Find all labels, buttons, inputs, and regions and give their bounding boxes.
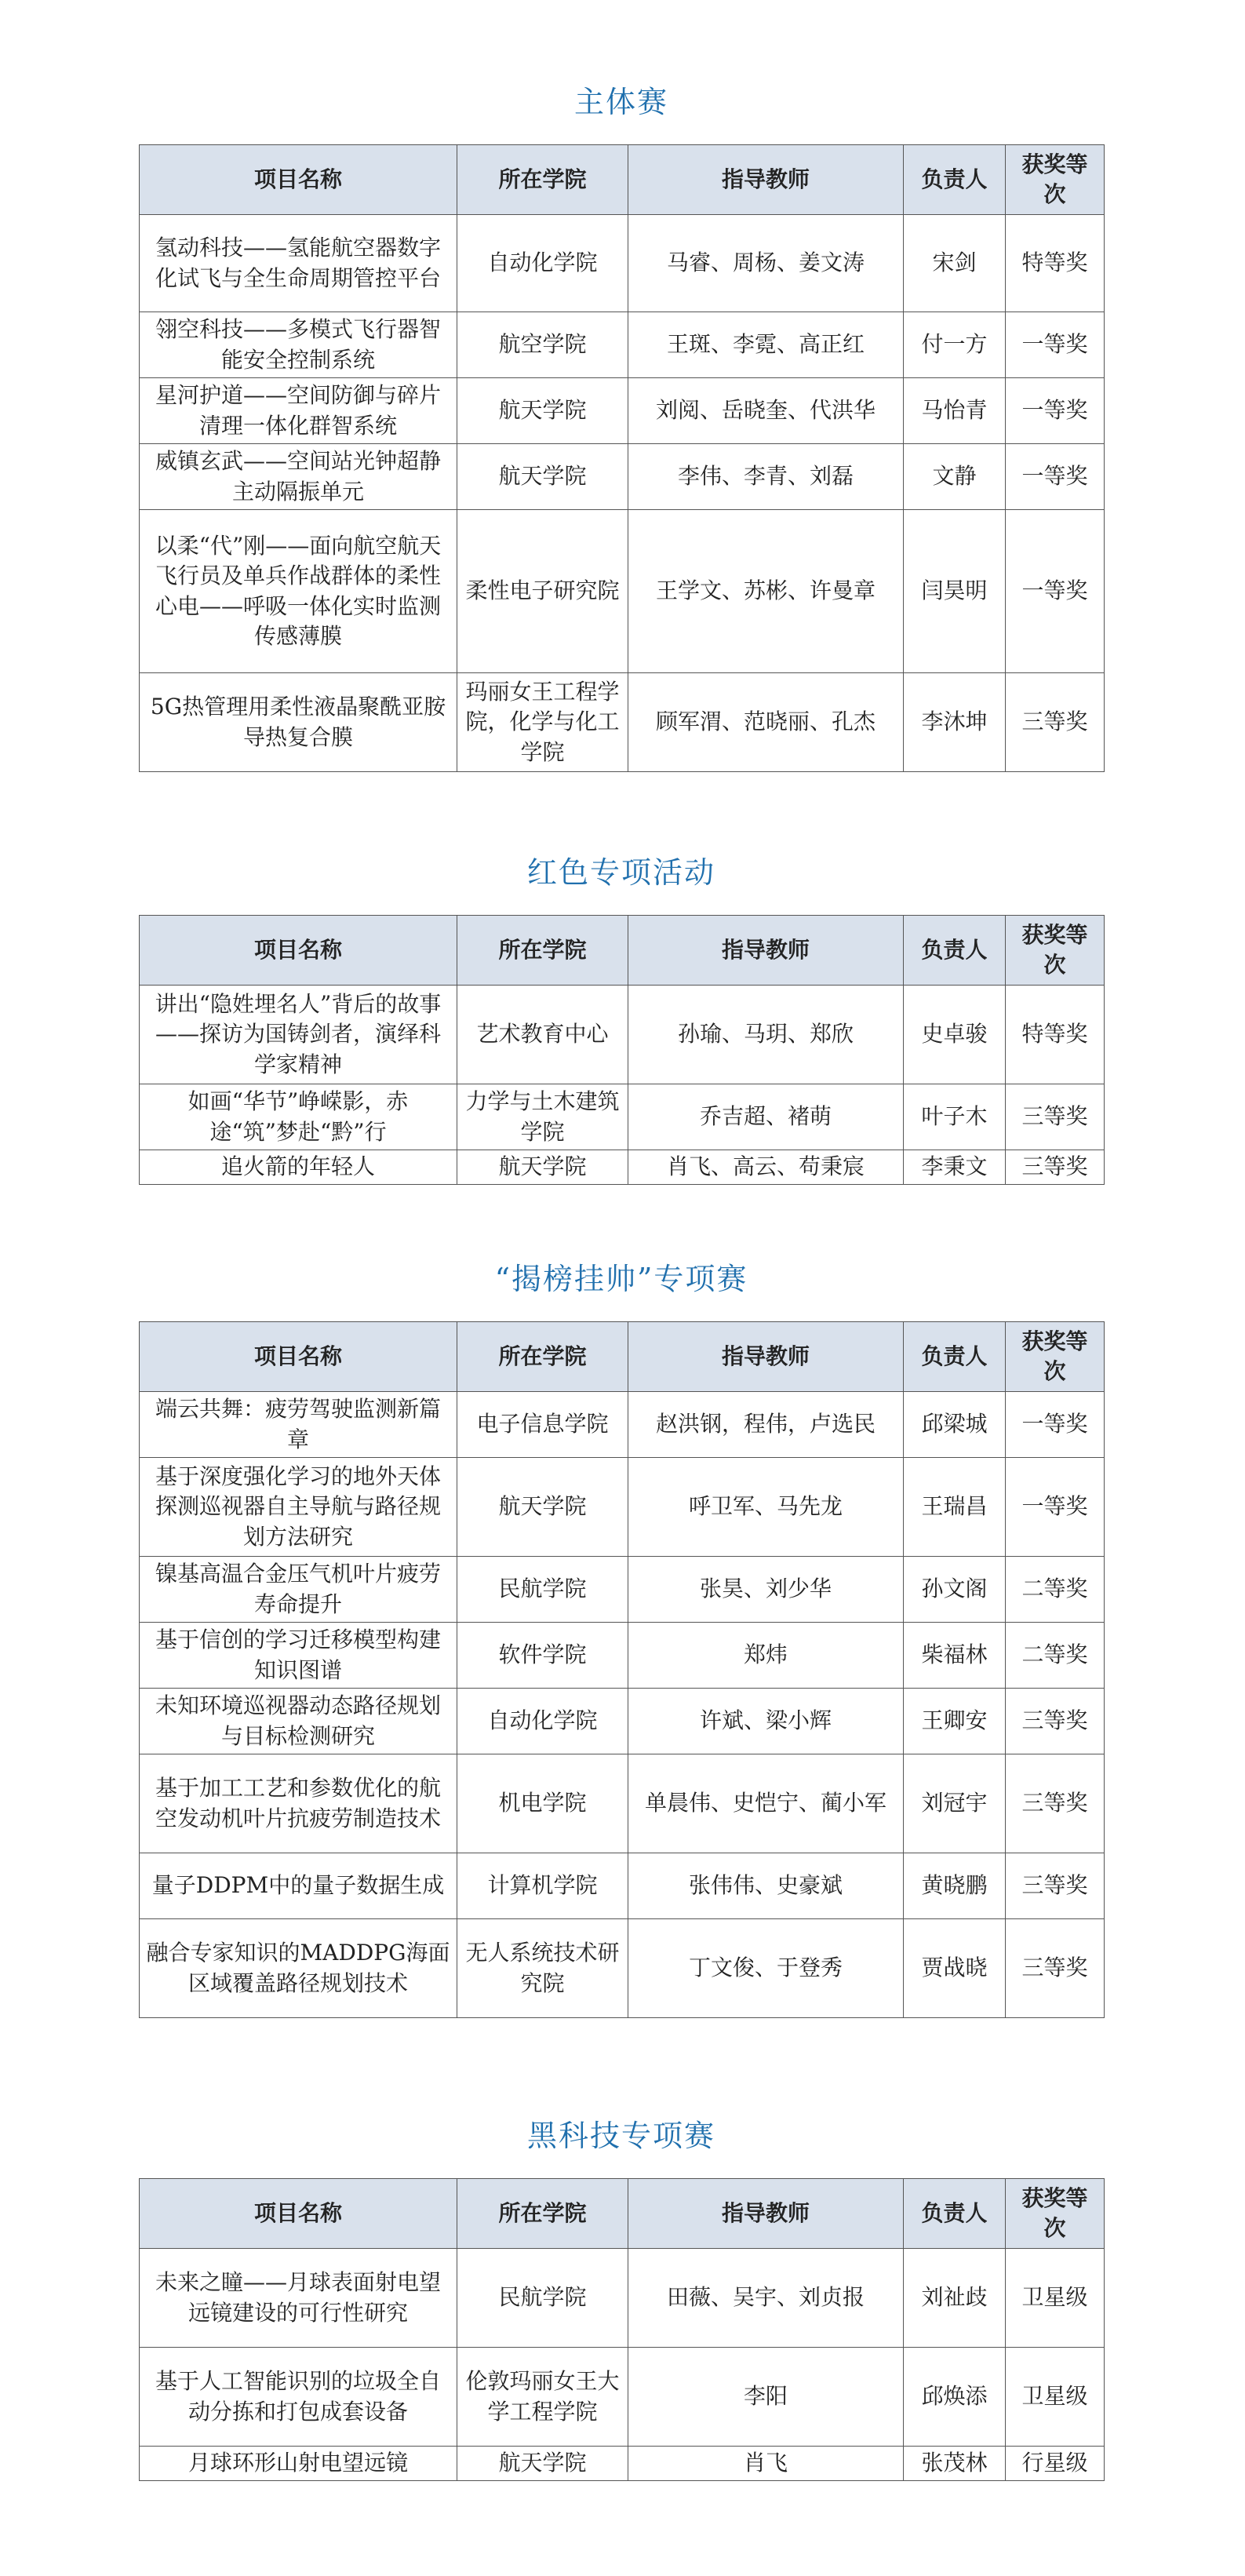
- college: 航空学院: [457, 312, 628, 378]
- table-row: [140, 1557, 1105, 1623]
- header-advisors: 指导教师: [628, 916, 904, 986]
- section-open-challenge: [139, 1255, 1104, 2018]
- header-project-name: 项目名称: [140, 145, 457, 215]
- project-name: 基于深度强化学习的地外天体探测巡视器自主导航与路径规划方法研究: [140, 1458, 457, 1557]
- table-row: [140, 2348, 1105, 2447]
- advisors: 丁文俊、于登秀: [628, 1919, 904, 2018]
- award-level: 卫星级: [1006, 2249, 1105, 2348]
- college: 航天学院: [457, 378, 628, 444]
- leader: 张茂林: [904, 2447, 1006, 2481]
- table-row: [140, 1150, 1105, 1185]
- table-row: [140, 1623, 1105, 1689]
- project-name: 氢动科技——氢能航空器数字化试飞与全生命周期管控平台: [140, 215, 457, 312]
- advisors: 肖飞、高云、苟秉宸: [628, 1150, 904, 1185]
- header-college: 所在学院: [457, 1322, 628, 1392]
- leader: 刘冠宇: [904, 1754, 1006, 1853]
- award-level: 一等奖: [1006, 378, 1105, 444]
- header-advisors: 指导教师: [628, 2179, 904, 2249]
- project-name: 未知环境巡视器动态路径规划与目标检测研究: [140, 1689, 457, 1754]
- leader: 王卿安: [904, 1689, 1006, 1754]
- award-level: 一等奖: [1006, 444, 1105, 510]
- header-leader: 负责人: [904, 1322, 1006, 1392]
- table-row: [140, 1853, 1105, 1919]
- college: 软件学院: [457, 1623, 628, 1689]
- advisors: 郑炜: [628, 1623, 904, 1689]
- project-name: 融合专家知识的MADDPG海面区域覆盖路径规划技术: [140, 1919, 457, 2018]
- leader: 李沐坤: [904, 673, 1006, 772]
- section-red-special: [139, 849, 1104, 1185]
- project-name: 讲出“隐姓埋名人”背后的故事——探访为国铸剑者，演绎科学家精神: [140, 986, 457, 1084]
- section-title: “揭榜挂帅”专项赛: [494, 1262, 748, 1296]
- college: 自动化学院: [457, 1689, 628, 1754]
- section-title: 黑科技专项赛: [526, 2119, 715, 2153]
- award-level: 一等奖: [1006, 1458, 1105, 1557]
- college: 航天学院: [457, 1458, 628, 1557]
- header-leader: 负责人: [904, 916, 1006, 986]
- award-level: 卫星级: [1006, 2348, 1105, 2447]
- leader: 史卓骏: [904, 986, 1006, 1084]
- leader: 黄晓鹏: [904, 1853, 1006, 1919]
- section-black-tech: [139, 2112, 1104, 2481]
- leader: 贾战晓: [904, 1919, 1006, 2018]
- leader: 邱梁城: [904, 1392, 1006, 1458]
- leader: 孙文阁: [904, 1557, 1006, 1623]
- table-row: [140, 1754, 1105, 1853]
- header-college: 所在学院: [457, 2179, 628, 2249]
- header-project-name: 项目名称: [140, 1322, 457, 1392]
- header-award-level: 获奖等次: [1006, 916, 1105, 986]
- table-row: [140, 1392, 1105, 1458]
- award-table: [139, 144, 1105, 772]
- advisors: 李伟、李青、刘磊: [628, 444, 904, 510]
- advisors: 王学文、苏彬、许曼章: [628, 510, 904, 673]
- leader: 柴福林: [904, 1623, 1006, 1689]
- leader: 刘祉歧: [904, 2249, 1006, 2348]
- leader: 文静: [904, 444, 1006, 510]
- project-name: 月球环形山射电望远镜: [140, 2447, 457, 2481]
- table-row: [140, 2447, 1105, 2481]
- project-name: 如画“华节”峥嵘影，赤途“筑”梦赴“黔”行: [140, 1084, 457, 1150]
- table-row: [140, 215, 1105, 312]
- table-row: [140, 986, 1105, 1084]
- college: 自动化学院: [457, 215, 628, 312]
- college: 计算机学院: [457, 1853, 628, 1919]
- award-level: 特等奖: [1006, 215, 1105, 312]
- table-row: [140, 1084, 1105, 1150]
- header-award-level: 获奖等次: [1006, 2179, 1105, 2249]
- award-table: [139, 2178, 1105, 2481]
- award-level: 三等奖: [1006, 1150, 1105, 1185]
- table-row: [140, 2249, 1105, 2348]
- header-college: 所在学院: [457, 916, 628, 986]
- project-name: 基于信创的学习迁移模型构建知识图谱: [140, 1623, 457, 1689]
- table-row: [140, 444, 1105, 510]
- project-name: 基于人工智能识别的垃圾全自动分拣和打包成套设备: [140, 2348, 457, 2447]
- award-level: 三等奖: [1006, 1689, 1105, 1754]
- award-level: 三等奖: [1006, 1084, 1105, 1150]
- college: 无人系统技术研究院: [457, 1919, 628, 2018]
- section-title: 红色专项活动: [526, 855, 715, 890]
- award-level: 三等奖: [1006, 1853, 1105, 1919]
- leader: 宋剑: [904, 215, 1006, 312]
- advisors: 张昊、刘少华: [628, 1557, 904, 1623]
- project-name: 星河护道——空间防御与碎片清理一体化群智系统: [140, 378, 457, 444]
- advisors: 许斌、梁小辉: [628, 1689, 904, 1754]
- table-header-row: [140, 145, 1105, 215]
- leader: 马怡青: [904, 378, 1006, 444]
- award-level: 二等奖: [1006, 1557, 1105, 1623]
- table-row: [140, 673, 1105, 772]
- table-row: [140, 1919, 1105, 2018]
- advisors: 赵洪钢，程伟，卢选民: [628, 1392, 904, 1458]
- project-name: 量子DDPM中的量子数据生成: [140, 1853, 457, 1919]
- college: 航天学院: [457, 1150, 628, 1185]
- college: 航天学院: [457, 2447, 628, 2481]
- college: 艺术教育中心: [457, 986, 628, 1084]
- college: 民航学院: [457, 2249, 628, 2348]
- project-name: 5G热管理用柔性液晶聚酰亚胺导热复合膜: [140, 673, 457, 772]
- section-main-competition: [139, 78, 1104, 772]
- award-level: 三等奖: [1006, 1919, 1105, 2018]
- header-award-level: 获奖等次: [1006, 1322, 1105, 1392]
- header-advisors: 指导教师: [628, 145, 904, 215]
- college: 航天学院: [457, 444, 628, 510]
- college: 力学与土木建筑学院: [457, 1084, 628, 1150]
- leader: 李秉文: [904, 1150, 1006, 1185]
- project-name: 威镇玄武——空间站光钟超静主动隔振单元: [140, 444, 457, 510]
- advisors: 王斑、李霓、高正红: [628, 312, 904, 378]
- header-leader: 负责人: [904, 145, 1006, 215]
- table-row: [140, 312, 1105, 378]
- award-table: [139, 915, 1105, 1185]
- leader: 王瑞昌: [904, 1458, 1006, 1557]
- advisors: 张伟伟、史豪斌: [628, 1853, 904, 1919]
- header-leader: 负责人: [904, 2179, 1006, 2249]
- leader: 闫昊明: [904, 510, 1006, 673]
- section-title: 主体赛: [573, 85, 668, 119]
- award-level: 一等奖: [1006, 312, 1105, 378]
- advisors: 呼卫军、马先龙: [628, 1458, 904, 1557]
- college: 电子信息学院: [457, 1392, 628, 1458]
- table-header-row: [140, 916, 1105, 986]
- advisors: 乔吉超、褚萌: [628, 1084, 904, 1150]
- advisors: 田薇、吴宇、刘贞报: [628, 2249, 904, 2348]
- project-name: 基于加工工艺和参数优化的航空发动机叶片抗疲劳制造技术: [140, 1754, 457, 1853]
- advisors: 李阳: [628, 2348, 904, 2447]
- advisors: 马睿、周杨、姜文涛: [628, 215, 904, 312]
- award-level: 三等奖: [1006, 673, 1105, 772]
- table-header-row: [140, 1322, 1105, 1392]
- table-row: [140, 1689, 1105, 1754]
- header-project-name: 项目名称: [140, 2179, 457, 2249]
- header-college: 所在学院: [457, 145, 628, 215]
- project-name: 以柔“代”刚——面向航空航天飞行员及单兵作战群体的柔性心电——呼吸一体化实时监测传感薄膜: [140, 510, 457, 673]
- college: 柔性电子研究院: [457, 510, 628, 673]
- advisors: 顾军渭、范晓丽、孔杰: [628, 673, 904, 772]
- college: 民航学院: [457, 1557, 628, 1623]
- advisors: 肖飞: [628, 2447, 904, 2481]
- award-level: 二等奖: [1006, 1623, 1105, 1689]
- college: 玛丽女王工程学院，化学与化工学院: [457, 673, 628, 772]
- project-name: 未来之瞳——月球表面射电望远镜建设的可行性研究: [140, 2249, 457, 2348]
- project-name: 端云共舞：疲劳驾驶监测新篇章: [140, 1392, 457, 1458]
- table-header-row: [140, 2179, 1105, 2249]
- leader: 叶子木: [904, 1084, 1006, 1150]
- table-row: [140, 378, 1105, 444]
- project-name: 追火箭的年轻人: [140, 1150, 457, 1185]
- advisors: 单晨伟、史恺宁、蔺小军: [628, 1754, 904, 1853]
- table-row: [140, 1458, 1105, 1557]
- table-row: [140, 510, 1105, 673]
- award-table: [139, 1321, 1105, 2018]
- award-level: 一等奖: [1006, 1392, 1105, 1458]
- header-advisors: 指导教师: [628, 1322, 904, 1392]
- header-award-level: 获奖等次: [1006, 145, 1105, 215]
- award-level: 三等奖: [1006, 1754, 1105, 1853]
- project-name: 翎空科技——多模式飞行器智能安全控制系统: [140, 312, 457, 378]
- leader: 邱焕添: [904, 2348, 1006, 2447]
- advisors: 刘阅、岳晓奎、代洪华: [628, 378, 904, 444]
- college: 机电学院: [457, 1754, 628, 1853]
- header-project-name: 项目名称: [140, 916, 457, 986]
- leader: 付一方: [904, 312, 1006, 378]
- award-level: 一等奖: [1006, 510, 1105, 673]
- award-level: 特等奖: [1006, 986, 1105, 1084]
- advisors: 孙瑜、马玥、郑欣: [628, 986, 904, 1084]
- project-name: 镍基高温合金压气机叶片疲劳寿命提升: [140, 1557, 457, 1623]
- award-level: 行星级: [1006, 2447, 1105, 2481]
- college: 伦敦玛丽女王大学工程学院: [457, 2348, 628, 2447]
